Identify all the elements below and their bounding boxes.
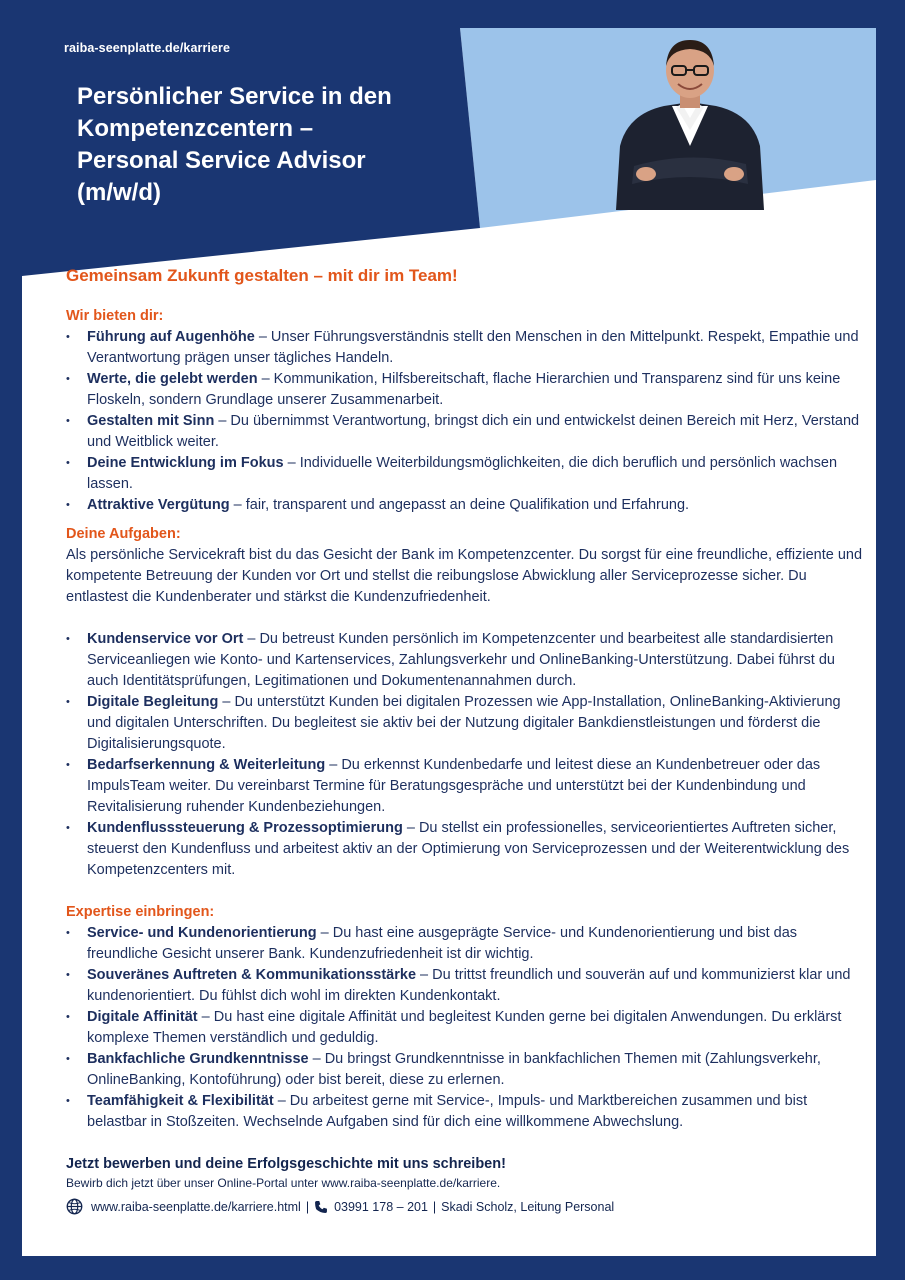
item-title: Kundenflusssteuerung & Prozessoptimierung bbox=[87, 820, 403, 836]
slogan: Gemeinsam Zukunft gestalten – mit dir im Team! bbox=[66, 266, 458, 285]
website-link[interactable]: www.raiba-seenplatte.de/karriere.html bbox=[91, 1199, 301, 1214]
list-item bbox=[66, 1049, 866, 1091]
item-text: – Individuelle Weiterbildungsmöglichkeiten, die dich beruflich und persönlich wachsen lassen. bbox=[87, 455, 838, 492]
phone-number[interactable]: 03991 178 – 201 bbox=[334, 1199, 428, 1214]
item-title: Souveränes Auftreten & Kommunikationsstärke bbox=[87, 967, 417, 983]
employee-photo bbox=[610, 34, 770, 210]
list-item bbox=[66, 818, 866, 881]
tasks-heading: Deine Aufgaben: bbox=[66, 526, 181, 542]
item-text: – Du trittst freundlich und souverän auf und kommunizierst klar und kundenorientiert. Du fühlst dich wohl im direkten Kundenkontakt. bbox=[87, 967, 851, 1004]
page-title bbox=[77, 81, 437, 209]
list-item bbox=[66, 923, 866, 965]
item-title: Digitale Affinität bbox=[87, 1009, 198, 1025]
item-text: – Du hast eine ausgeprägte Service- und Kundenorientierung und bist das freundliche Gesicht unserer Bank. Kundenzufriedenheit ist dir wichtig. bbox=[87, 925, 798, 962]
title-line-3: Personal Service Advisor bbox=[77, 147, 366, 174]
list-item bbox=[66, 1091, 866, 1133]
item-text: – Du übernimmst Verantwortung, bringst dich ein und entwickelst deinen Bereich mit Herz, Verstand und Weitblick weiter. bbox=[87, 413, 860, 450]
item-text: – Du betreust Kunden persönlich im Kompetenzcenter und bearbeitest alle standardisierten Serviceanliegen wie Konto- und Kartenservices, Zahlungsverkehr und OnlineBanking-Unterstützung. Dabei führst du auch Identitätsprüfungen, Legitimationen und Dokumentenannahmen durch. bbox=[87, 631, 835, 689]
list-item bbox=[66, 411, 866, 453]
tasks-intro: Als persönliche Servicekraft bist du das Gesicht der Bank im Kompetenzcenter. Du sorgst für eine freundliche, effiziente und kompetente Betreuung der Kunden vor Ort und stellst die reibungslose Abwicklung aller Serviceprozesse sicher. Du entlastest die Kundenberater und stärkst die Kundenzufriedenheit. bbox=[66, 547, 863, 605]
cta-subline: Bewirb dich jetzt über unser Online-Portal unter www.raiba-seenplatte.de/karriere. bbox=[66, 1176, 501, 1190]
item-text: – fair, transparent und angepasst an deine Qualifikation und Erfahrung. bbox=[229, 497, 690, 513]
header-url: raiba-seenplatte.de/karriere bbox=[64, 41, 231, 55]
item-text: – Du unterstützt Kunden bei digitalen Prozessen wie App-Installation, OnlineBanking-Aktivierung und digitalen Unterschriften. Du begleitest sie aktiv bei der Nutzung digitaler Bankdienstleistungen und förderst die Digitalisierungsquote. bbox=[87, 694, 841, 752]
item-text: – Kommunikation, Hilfsbereitschaft, flache Hierarchien und Transparenz sind für uns keine Floskeln, sondern Grundlage unserer Zusammenarbeit. bbox=[87, 371, 841, 408]
item-title: Digitale Begleitung bbox=[87, 694, 219, 710]
list-item bbox=[66, 369, 866, 411]
item-text: – Du bringst Grundkenntnisse in bankfachlichen Themen mit (Zahlungsverkehr, OnlineBanking, Kontoführung) oder bist bereit, diese zu erlernen. bbox=[87, 1051, 821, 1088]
item-title: Werte, die gelebt werden bbox=[87, 371, 258, 387]
phone-icon bbox=[314, 1200, 328, 1214]
item-title: Kundenservice vor Ort bbox=[87, 631, 244, 647]
item-title: Bedarfserkennung & Weiterleitung bbox=[87, 757, 326, 773]
item-text: – Du arbeitest gerne mit Service-, Impuls- und Marktbereichen zusammen und bist belastbar in Stoßzeiten. Wechselnde Aufgaben sind für dich eine willkommene Abwechslung. bbox=[87, 1093, 808, 1130]
list-item bbox=[66, 327, 866, 369]
list-item bbox=[66, 755, 866, 818]
item-text: – Unser Führungsverständnis stellt den Menschen in den Mittelpunkt. Respekt, Empathie und Verantwortung prägen unser tägliches Handeln. bbox=[87, 329, 859, 366]
cta-heading: Jetzt bewerben und deine Erfolgsgeschichte mit uns schreiben! bbox=[66, 1156, 506, 1172]
item-title: Attraktive Vergütung bbox=[87, 497, 230, 513]
list-item bbox=[66, 692, 866, 755]
list-item bbox=[66, 629, 866, 692]
offer-heading: Wir bieten dir: bbox=[66, 308, 164, 324]
expertise-list bbox=[66, 923, 866, 1133]
item-text: – Du stellst ein professionelles, serviceorientiertes Auftreten sicher, steuerst den Kundenfluss und arbeitest aktiv an der Optimierung von Serviceprozessen und der Weiterentwicklung des Kompetenzcenters mit. bbox=[87, 820, 850, 878]
item-text: – Du hast eine digitale Affinität und begleitest Kunden gerne bei digitalen Anwendungen. Du erklärst komplexe Themen verständlich und geduldig. bbox=[87, 1009, 842, 1046]
contact-line bbox=[66, 1198, 866, 1215]
list-item bbox=[66, 495, 866, 516]
list-item bbox=[66, 1007, 866, 1049]
main-content bbox=[66, 266, 866, 1215]
job-posting-page bbox=[22, 28, 876, 1256]
list-item bbox=[66, 453, 866, 495]
item-text: – Du erkennst Kundenbedarfe und leitest diese an Kundenbetreuer oder das ImpulsTeam weiter. Du vereinbarst Termine für Beratungsgespräche und unterstützt bei der Kundenbindung und Revitalisierung ruhender Kundenbeziehungen. bbox=[87, 757, 821, 815]
title-line-1: Persönlicher Service in den bbox=[77, 83, 392, 110]
item-title: Gestalten mit Sinn bbox=[87, 413, 215, 429]
expertise-heading: Expertise einbringen: bbox=[66, 904, 215, 920]
title-line-4: (m/w/d) bbox=[77, 179, 161, 206]
title-line-2: Kompetenzcentern – bbox=[77, 115, 314, 142]
contact-person: Skadi Scholz, Leitung Personal bbox=[441, 1199, 615, 1214]
item-title: Führung auf Augenhöhe bbox=[87, 329, 255, 345]
list-item bbox=[66, 965, 866, 1007]
globe-icon bbox=[66, 1198, 83, 1215]
item-title: Bankfachliche Grundkenntnisse bbox=[87, 1051, 309, 1067]
offer-list bbox=[66, 327, 866, 516]
item-title: Teamfähigkeit & Flexibilität bbox=[87, 1093, 274, 1109]
separator: | bbox=[305, 1199, 310, 1214]
item-title: Deine Entwicklung im Fokus bbox=[87, 455, 284, 471]
item-title: Service- und Kundenorientierung bbox=[87, 925, 317, 941]
separator: | bbox=[432, 1199, 437, 1214]
tasks-list bbox=[66, 629, 866, 881]
